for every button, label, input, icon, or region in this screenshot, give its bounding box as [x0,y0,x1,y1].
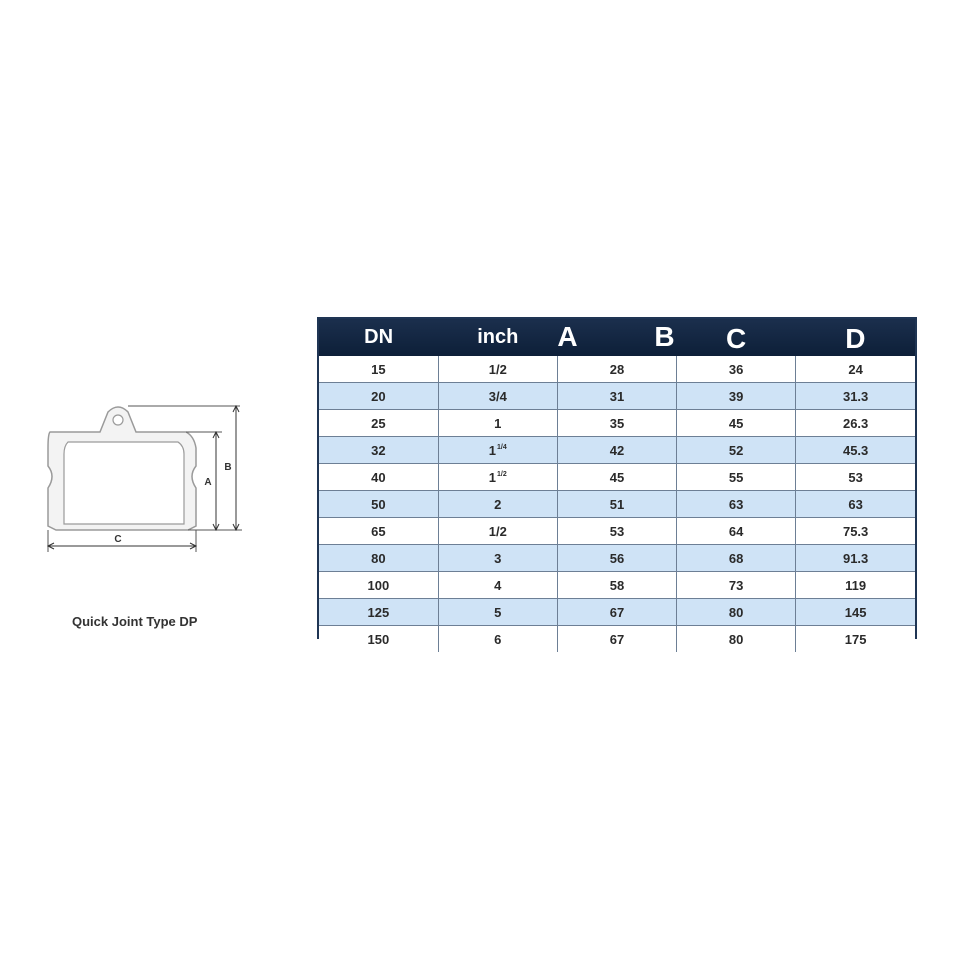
figure-caption: Quick Joint Type DP [72,614,198,629]
cell-inch: 4 [438,572,557,599]
cell-inch: 3 [438,545,557,572]
cell-inch: 1/2 [438,518,557,545]
cell-inch: 2 [438,491,557,518]
cell-dn: 80 [319,545,438,572]
quick-joint-drawing [38,396,248,566]
cell-c: 175 [796,626,915,653]
cell-dn: 32 [319,437,438,464]
cell-a: 67 [557,599,676,626]
dimension-b-label: B [224,462,232,473]
cell-c: 24 [796,356,915,383]
table-row [319,545,915,572]
cell-b: 80 [677,626,796,653]
dimension-table [319,319,915,652]
cell-b: 55 [677,464,796,491]
cell-inch: 3/4 [438,383,557,410]
cell-c: 91.3 [796,545,915,572]
cell-a: 51 [557,491,676,518]
lug-hole [113,415,123,425]
cell-b: 39 [677,383,796,410]
cell-c: 63 [796,491,915,518]
table-header-row [319,319,915,356]
table-row [319,464,915,491]
header-c: C [677,319,796,356]
table-row [319,572,915,599]
header-b-label: B [654,321,675,352]
dimension-a-label: A [204,477,212,488]
cell-b: 63 [677,491,796,518]
cell-a: 58 [557,572,676,599]
cell-dn: 40 [319,464,438,491]
table-row [319,626,915,653]
dimension-c-label: C [114,534,122,545]
cell-dn: 25 [319,410,438,437]
cell-a: 53 [557,518,676,545]
cell-c: 75.3 [796,518,915,545]
cell-c: 31.3 [796,383,915,410]
dimension-table-container [317,317,917,647]
cell-dn: 50 [319,491,438,518]
cell-a: 35 [557,410,676,437]
inch-fraction: 1/2 [497,471,507,479]
cell-b: 64 [677,518,796,545]
table-row [319,410,915,437]
cell-inch: 1/2 [438,356,557,383]
joint-inner-face [64,442,184,524]
cell-inch: $1^{1/4}$ [438,437,557,464]
cell-dn: 20 [319,383,438,410]
cell-inch: 6 [438,626,557,653]
header-a-b [557,319,676,356]
table-row [319,518,915,545]
inch-fraction: 1/4 [497,444,507,452]
cell-a: 67 [557,626,676,653]
cell-a: 31 [557,383,676,410]
cell-a: 56 [557,545,676,572]
cell-b: 45 [677,410,796,437]
cell-inch: 1 [438,410,557,437]
header-d: D [796,319,915,356]
table-row [319,599,915,626]
header-inch: inch [438,319,557,356]
table-row [319,356,915,383]
cell-b: 80 [677,599,796,626]
cell-b: 36 [677,356,796,383]
table-row [319,491,915,518]
cell-b: 68 [677,545,796,572]
cell-dn: 150 [319,626,438,653]
cell-a: 45 [557,464,676,491]
cell-c: 45.3 [796,437,915,464]
cell-c: 119 [796,572,915,599]
cell-a: 42 [557,437,676,464]
table-row [319,437,915,464]
cell-b: 52 [677,437,796,464]
cell-c: 53 [796,464,915,491]
cell-dn: 15 [319,356,438,383]
cell-b: 73 [677,572,796,599]
cell-inch: $1^{1/2}$ [438,464,557,491]
cell-dn: 125 [319,599,438,626]
cell-a: 28 [557,356,676,383]
cell-dn: 65 [319,518,438,545]
cell-inch: 5 [438,599,557,626]
table-row [319,383,915,410]
table-body [319,356,915,652]
cell-c: 26.3 [796,410,915,437]
cell-c: 145 [796,599,915,626]
header-dn: DN [319,319,438,356]
header-a-label: A [557,321,578,352]
cell-dn: 100 [319,572,438,599]
